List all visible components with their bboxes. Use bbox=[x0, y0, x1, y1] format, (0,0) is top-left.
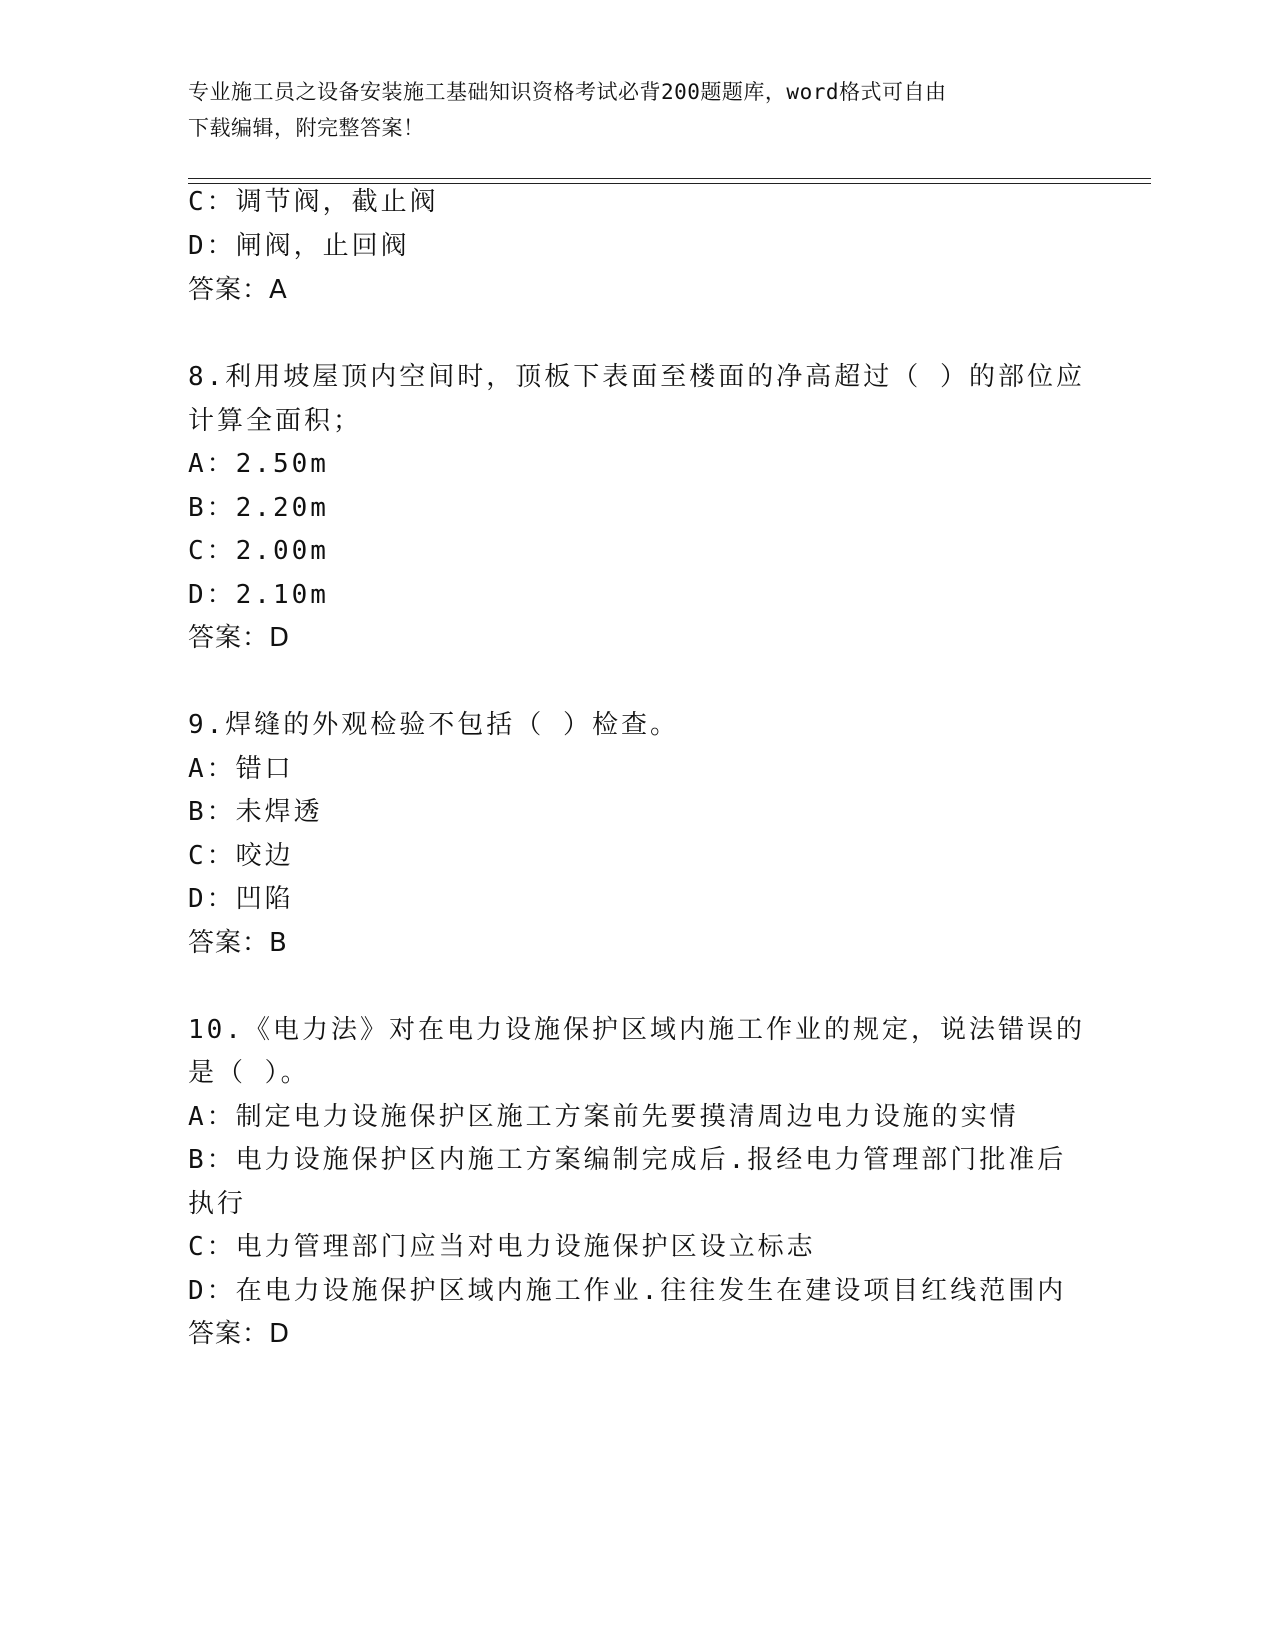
q7-answer: 答案：A bbox=[188, 275, 288, 305]
q10-stem-line2: 是（ ）。 bbox=[188, 1058, 310, 1088]
q9-stem: 9.焊缝的外观检验不包括（ ）检查。 bbox=[188, 710, 679, 740]
q10-option-d: D：在电力设施保护区域内施工作业.往往发生在建设项目红线范围内 bbox=[188, 1276, 1067, 1306]
q8-stem-line2: 计算全面积； bbox=[188, 406, 363, 436]
q8-option-c: C：2.00m bbox=[188, 536, 329, 566]
q8-option-a: A：2.50m bbox=[188, 449, 329, 479]
q10-option-c: C：电力管理部门应当对电力设施保护区设立标志 bbox=[188, 1232, 816, 1262]
q10-option-b-line2: 执行 bbox=[188, 1189, 247, 1219]
header-title-line2: 下载编辑，附完整答案！ bbox=[188, 116, 425, 140]
q8-option-d: D：2.10m bbox=[188, 580, 329, 610]
q9-option-d: D：凹陷 bbox=[188, 884, 294, 914]
q9-option-a: A：错口 bbox=[188, 754, 294, 784]
q9-option-c: C：咬边 bbox=[188, 841, 294, 871]
q9-option-b: B：未焊透 bbox=[188, 797, 323, 827]
q10-answer: 答案：D bbox=[188, 1319, 291, 1349]
q10-option-b-line1: B：电力设施保护区内施工方案编制完成后.报经电力管理部门批准后 bbox=[188, 1145, 1067, 1175]
document-header bbox=[188, 74, 1068, 146]
q8-answer: 答案：D bbox=[188, 623, 291, 653]
header-title-line1: 专业施工员之设备安装施工基础知识资格考试必背200题题库，word格式可自由 bbox=[188, 80, 947, 104]
q10-option-a: A：制定电力设施保护区施工方案前先要摸清周边电力设施的实情 bbox=[188, 1102, 1019, 1132]
q8-option-b: B：2.20m bbox=[188, 493, 329, 523]
q10-stem-line1: 10.《电力法》对在电力设施保护区域内施工作业的规定，说法错误的 bbox=[188, 1015, 1085, 1045]
q9-answer: 答案：B bbox=[188, 928, 288, 958]
q8-stem-line1: 8.利用坡屋顶内空间时，顶板下表面至楼面的净高超过（ ）的部位应 bbox=[188, 362, 1085, 392]
q7-option-d: D：闸阀，止回阀 bbox=[188, 231, 410, 261]
q7-option-c: C：调节阀，截止阀 bbox=[188, 187, 439, 217]
